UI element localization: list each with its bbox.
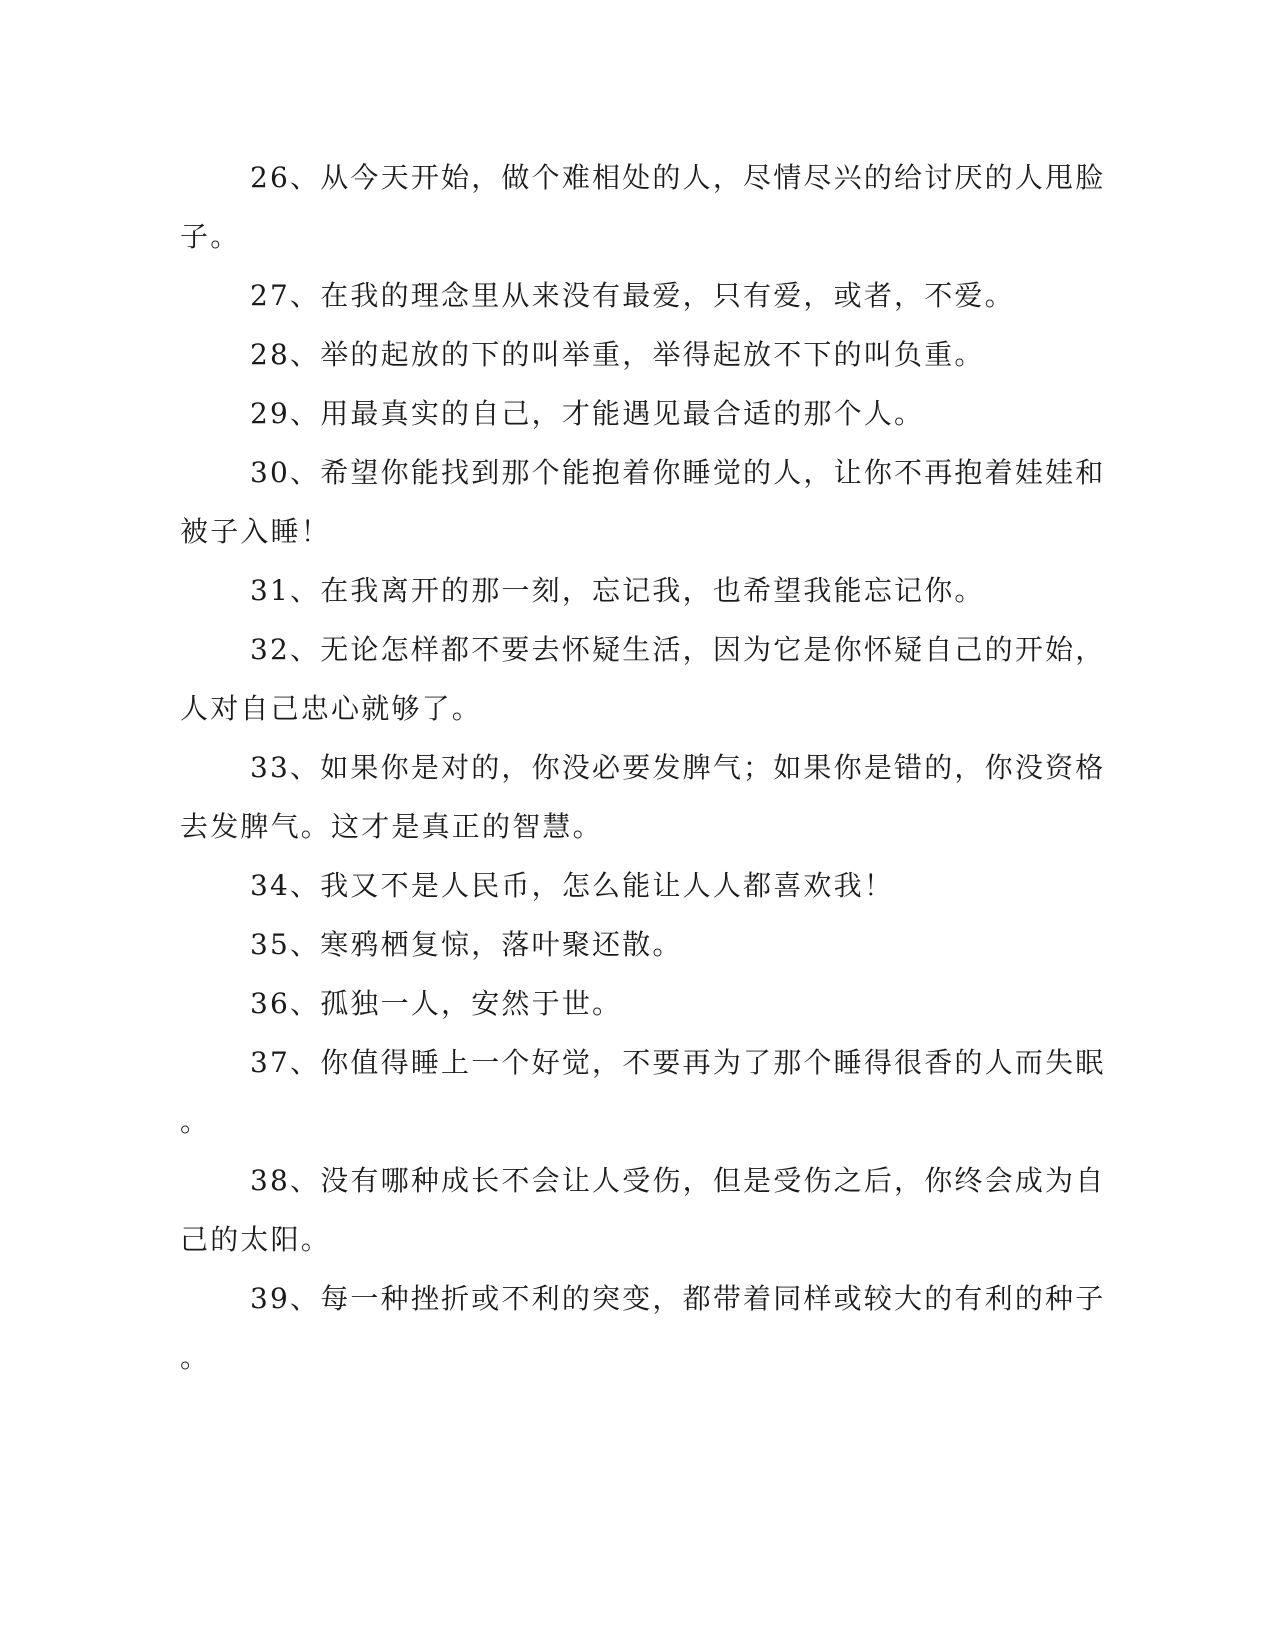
paragraph-first-line: 29、用最真实的自己，才能遇见最合适的那个人。: [250, 397, 925, 430]
paragraph-first-line: 30、希望你能找到那个能抱着你睡觉的人，让你不再抱着娃娃和: [250, 456, 1106, 489]
paragraph-first-line: 36、孤独一人，安然于世。: [250, 987, 623, 1020]
paragraph-continuation-line: 。: [180, 1341, 211, 1374]
paragraph-first-line: 33、如果你是对的，你没必要发脾气；如果你是错的，你没资格: [250, 751, 1106, 784]
paragraph-continuation-line: 人对自己忠心就够了。: [180, 692, 483, 725]
paragraph-continuation-line: 被子入睡！: [180, 515, 332, 548]
paragraph-first-line: 35、寒鸦栖复惊，落叶聚还散。: [250, 928, 683, 961]
paragraph-continuation-line: 己的太阳。: [180, 1223, 332, 1256]
paragraph-first-line: 39、每一种挫折或不利的突变，都带着同样或较大的有利的种子: [250, 1282, 1106, 1315]
document-body: [180, 148, 1106, 1387]
paragraph-continuation-line: 去发脾气。这才是真正的智慧。: [180, 810, 603, 843]
paragraph-continuation-line: 子。: [180, 220, 241, 253]
paragraph-first-line: 37、你值得睡上一个好觉，不要再为了那个睡得很香的人而失眠: [250, 1046, 1106, 1079]
paragraph-first-line: 34、我又不是人民币，怎么能让人人都喜欢我！: [250, 869, 895, 902]
paragraph-first-line: 28、举的起放的下的叫举重，举得起放不下的叫负重。: [250, 338, 985, 371]
paragraph-first-line: 26、从今天开始，做个难相处的人，尽情尽兴的给讨厌的人甩脸: [250, 161, 1106, 194]
paragraph-first-line: 31、在我离开的那一刻，忘记我，也希望我能忘记你。: [250, 574, 985, 607]
paragraph-first-line: 32、无论怎样都不要去怀疑生活，因为它是你怀疑自己的开始，: [250, 633, 1106, 666]
paragraph-continuation-line: 。: [180, 1105, 211, 1138]
paragraph-first-line: 38、没有哪种成长不会让人受伤，但是受伤之后，你终会成为自: [250, 1164, 1106, 1197]
paragraph-first-line: 27、在我的理念里从来没有最爱，只有爱，或者，不爱。: [250, 279, 1015, 312]
